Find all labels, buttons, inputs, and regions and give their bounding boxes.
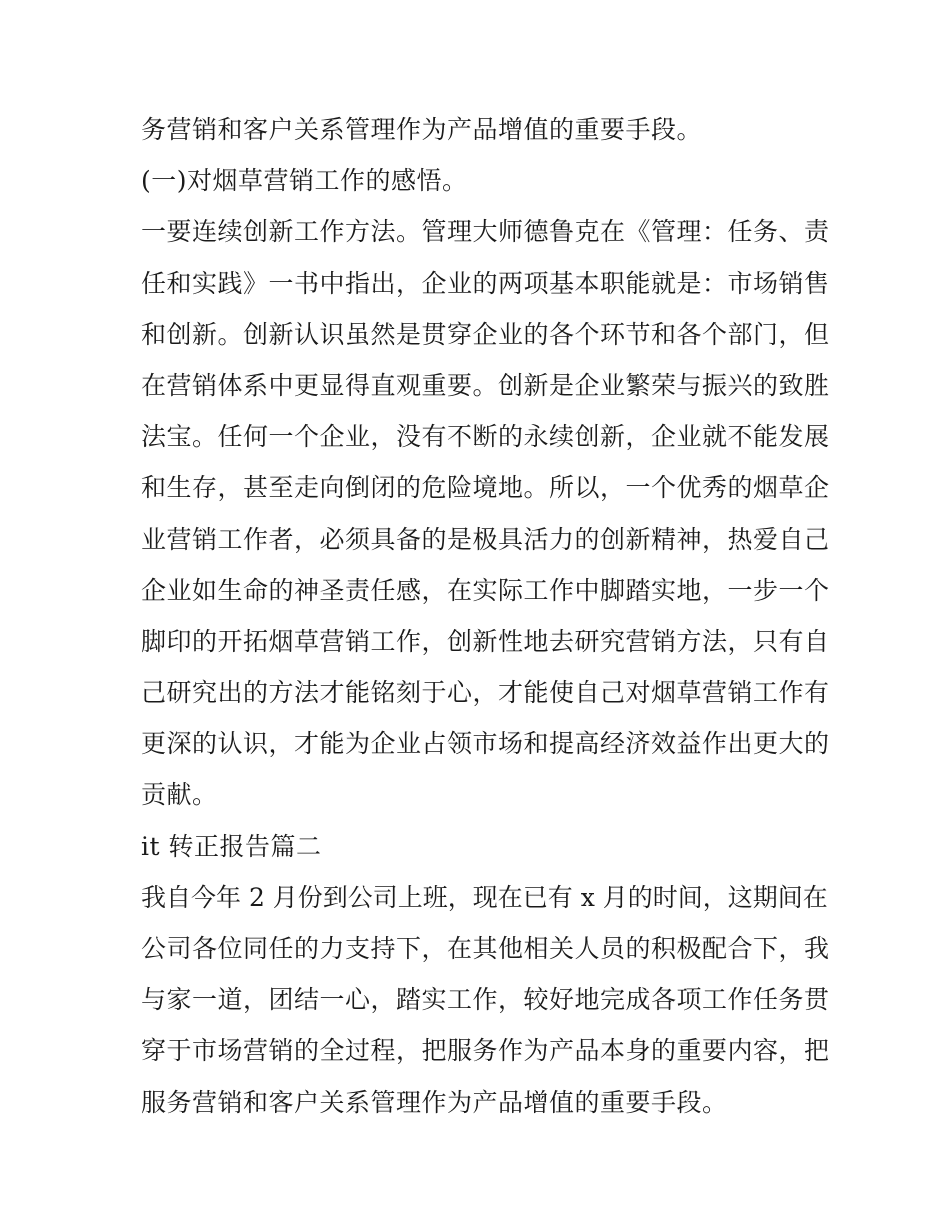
text-line-6: 在营销体系中更显得直观重要。创新是企业繁荣与振兴的致胜 <box>141 370 830 400</box>
section-heading: (一)对烟草营销工作的感悟。 <box>141 166 468 196</box>
text-line-7: 法宝。任何一个企业，没有不断的永续创新，企业就不能发展 <box>141 422 830 452</box>
text-line-12: 己研究出的方法才能铭刻于心，才能使自己对烟草营销工作有 <box>141 678 830 708</box>
text-line-1: 务营销和客户关系管理作为产品增值的重要手段。 <box>141 115 703 144</box>
text-line-13: 更深的认识，才能为企业占领市场和提高经济效益作出更大的 <box>141 729 830 759</box>
text-line-4: 任和实践》一书中指出，企业的两项基本职能就是：市场销售 <box>141 268 830 298</box>
text-line-11: 脚印的开拓烟草营销工作，创新性地去研究营销方法，只有自 <box>141 626 830 656</box>
text-line-20: 服务营销和客户关系管理作为产品增值的重要手段。 <box>141 1087 728 1117</box>
text-line-19: 穿于市场营销的全过程，把服务作为产品本身的重要内容，把 <box>141 1036 830 1066</box>
text-line-3: 一要连续创新工作方法。管理大师德鲁克在《管理：任务、责 <box>141 217 830 247</box>
text-line-17: 公司各位同任的力支持下，在其他相关人员的积极配合下，我 <box>141 934 830 963</box>
document-body <box>141 104 830 1128</box>
text-line-5: 和创新。创新认识虽然是贯穿企业的各个环节和各个部门，但 <box>141 319 830 349</box>
text-line-16: 我自今年 2 月份到公司上班，现在已有 x 月的时间，这期间在 <box>141 882 828 912</box>
text-line-9: 业营销工作者，必须具备的是极具活力的创新精神，热爱自己 <box>141 524 830 554</box>
text-line-18: 与家一道，团结一心，踏实工作，较好地完成各项工作任务贯 <box>141 985 830 1015</box>
report-title: it 转正报告篇二 <box>141 831 322 861</box>
text-line-14: 贡献。 <box>141 780 218 810</box>
text-line-8: 和生存，甚至走向倒闭的危险境地。所以，一个优秀的烟草企 <box>141 473 830 503</box>
text-line-10: 企业如生命的神圣责任感，在实际工作中脚踏实地，一步一个 <box>141 575 830 605</box>
